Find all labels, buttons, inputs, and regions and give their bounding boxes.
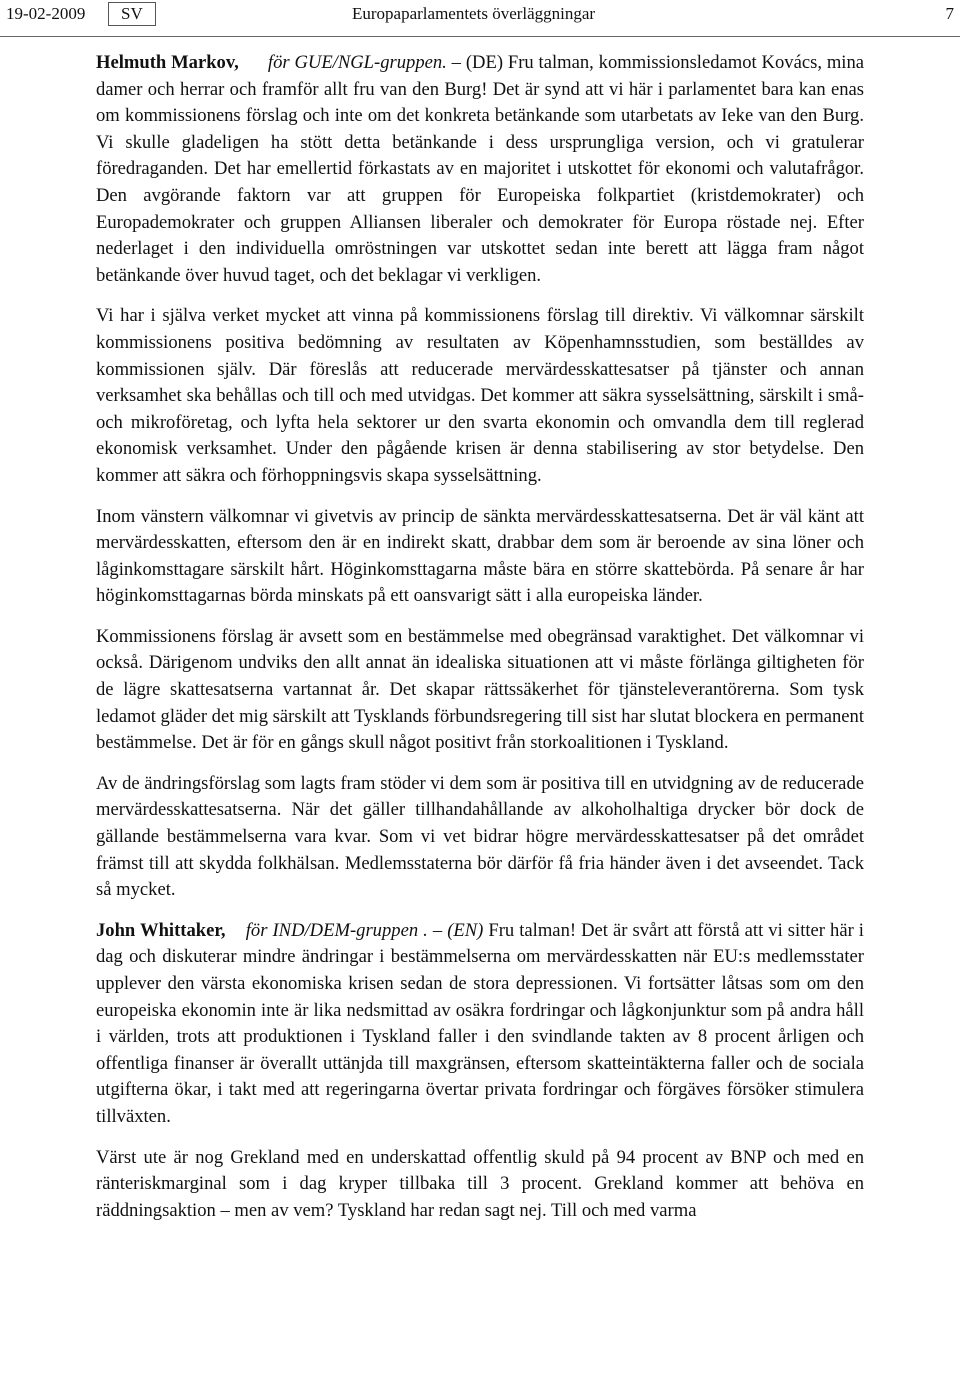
speech-paragraph: Helmuth Markov, för GUE/NGL-gruppen. – (DE) Fru talman, kommissionsledamot Kovács, mina damer och herrar och framför allt fru van den Burg! Det är synd att vi här i parlamentet bara kan enas om kommissionens förslag och inte om det konkreta betänkande som utarbetats av Ieke van den Burg. Vi skulle gladeligen ha stött detta betänkande i dess ursprungliga version, och vi gratulerar föredraganden. Det har emellertid förkastats av en majoritet i utskottet för ekonomi och valutafrågor. Den avgörande faktorn var att gruppen för Europeiska folkpartiet (kristdemokrater) och Europademokrater och gruppen Alliansen liberaler och demokrater för Europa röstade nej. Efter nederlaget i den individuella omröstningen var utskottet sedan inte berett att lägga fram något betänkande över huvud taget, och det beklagar vi verkligen. [96,52,865,286]
paragraph: Kommissionens förslag är avsett som en bestämmelse med obegränsad varaktighet. Det välkomnar vi också. Därigenom undviks den allt annat än idealiska situationen att vi måste förlänga giltigheten för de lägre skattesatserna vartannat år. Det skapar rättssäkerhet för tjänsteleverantörerna. Som tysk ledamot gläder det mig särskilt att Tysklands förbundsregering till sist har slutat blockera en permanent bestämmelse. Det är för en gångs skull något positivt från storkoalitionen i Tyskland. [96,625,864,754]
speaker-name: Helmuth Markov, [96,52,239,73]
paragraph-text: Fru talman, kommissionsledamot Kovács, mina damer och herrar och framför allt fru van den Burg! Det är synd att vi här i parlamentet bara kan enas om kommissionens förslag och inte om det konkreta betänkande som utarbetats av Ieke van den Burg. Vi skulle gladeligen ha stött detta betänkande i dess ursprungliga version, och vi gratulerar föredraganden. Det har emellertid förkastats av en majoritet i utskottet för ekonomi och valutafrågor. Den avgörande faktorn var att gruppen för Europeiska folkpartiet (kristdemokrater) och Europademokrater och gruppen Alliansen liberaler och demokrater för Europa röstade nej. Efter nederlaget i den individuella omröstningen var utskottet sedan inte berett att lägga fram något betänkande över huvud taget, och det beklagar vi verkligen. [96,52,865,286]
header-title: Europaparlamentets överläggningar [352,4,596,23]
language-badge: SV [108,2,156,26]
paragraph-text: Fru talman! Det är svårt att förstå att vi sitter här i dag och diskuterar mindre ändringar i bestämmelserna om mervärdesskatten när EU:s medlemsstater upplever den värsta ekonomiska krisen sedan de stora depressionen. Vi fortsätter låtsas som om den europeiska ekonomin inte är lika nedsmittad av osäkra fordringar och lågkonjunktur som på andra håll i världen, trots att produktionen i Tyskland faller i den svindlande takten av 8 procent årligen och offentliga finanser är överallt uttänjda till maxgränsen, eftersom skatteintäkterna faller och de sociala utgifterna ökar, i takt med att regeringarna övertar privata fordringar och förgäves försöker stimulera tillväxten. [96,919,864,1127]
page-header [0,0,960,37]
language-code: – (EN) [432,919,484,941]
paragraph: Av de ändringsförslag som lagts fram stöder vi dem som är positiva till en utvidgning av de reducerade mervärdesskattesatserna. När det gäller tillhandahållande av alkoholhaltiga drycker bör dock de gällande bestämmelserna vara kvar. Som vi vet bidrar högre mervärdesskattesatser på det området främst till att skydda folkhälsan. Medlemsstaterna bör därför få fria händer även i det avseendet. Tack så mycket. [96,772,864,901]
page-number: 7 [945,4,954,23]
paragraph: Vi har i själva verket mycket att vinna på kommissionens förslag till direktiv. Vi välkomnar särskilt kommissionens positiva bedömning av resultaten av Köpenhamnsstudien, som beställdes av kommissionen själv. Där föreslås att reducerade mervärdesskattesatser på tjänster och annan verksamhet ska behållas och till och med utvidgas. Det kommer att säkra sysselsättning, särskilt i små- och mikroföretag, och lyfta hela sektorer ur den svarta ekonomin och omvandla dem till reglerad ekonomisk verksamhet. Under den pågående krisen är denna stabilisering av stor betydelse. Den kommer att säkra och förhoppningsvis skapa sysselsättning. [96,305,864,486]
paragraph: Inom vänstern välkomnar vi givetvis av princip de sänkta mervärdesskattesatserna. Det är väl känt att mervärdesskatten, eftersom den är en indirekt skatt, drabbar dem som är beroende av sina löner och låginkomsttagare särskilt hårt. Höginkomsttagarna måste bära en större skattebörda. På senare år har höginkomsttagarnas börda minskats på ett oansvarigt sätt i alla europeiska länder. [96,505,864,607]
speaker-group: för IND/DEM-gruppen . [245,919,428,941]
speech-paragraph [96,918,864,1131]
speaker-group: för GUE/NGL-gruppen. [267,52,447,73]
header-date: 19-02-2009 [6,4,86,23]
paragraph: Värst ute är nog Grekland med en underskattad offentlig skuld på 94 procent av BNP och med en ränteriskmarginal som i dag kryper tillbaka till 3 procent. Grekland kommer att behöva en räddningsaktion – men av vem? Tyskland har redan sagt nej. Till och med varma [96,1146,864,1221]
language-code: (DE) [465,52,504,73]
speaker-name: John Whittaker, [96,919,226,941]
document-body [96,50,864,1224]
